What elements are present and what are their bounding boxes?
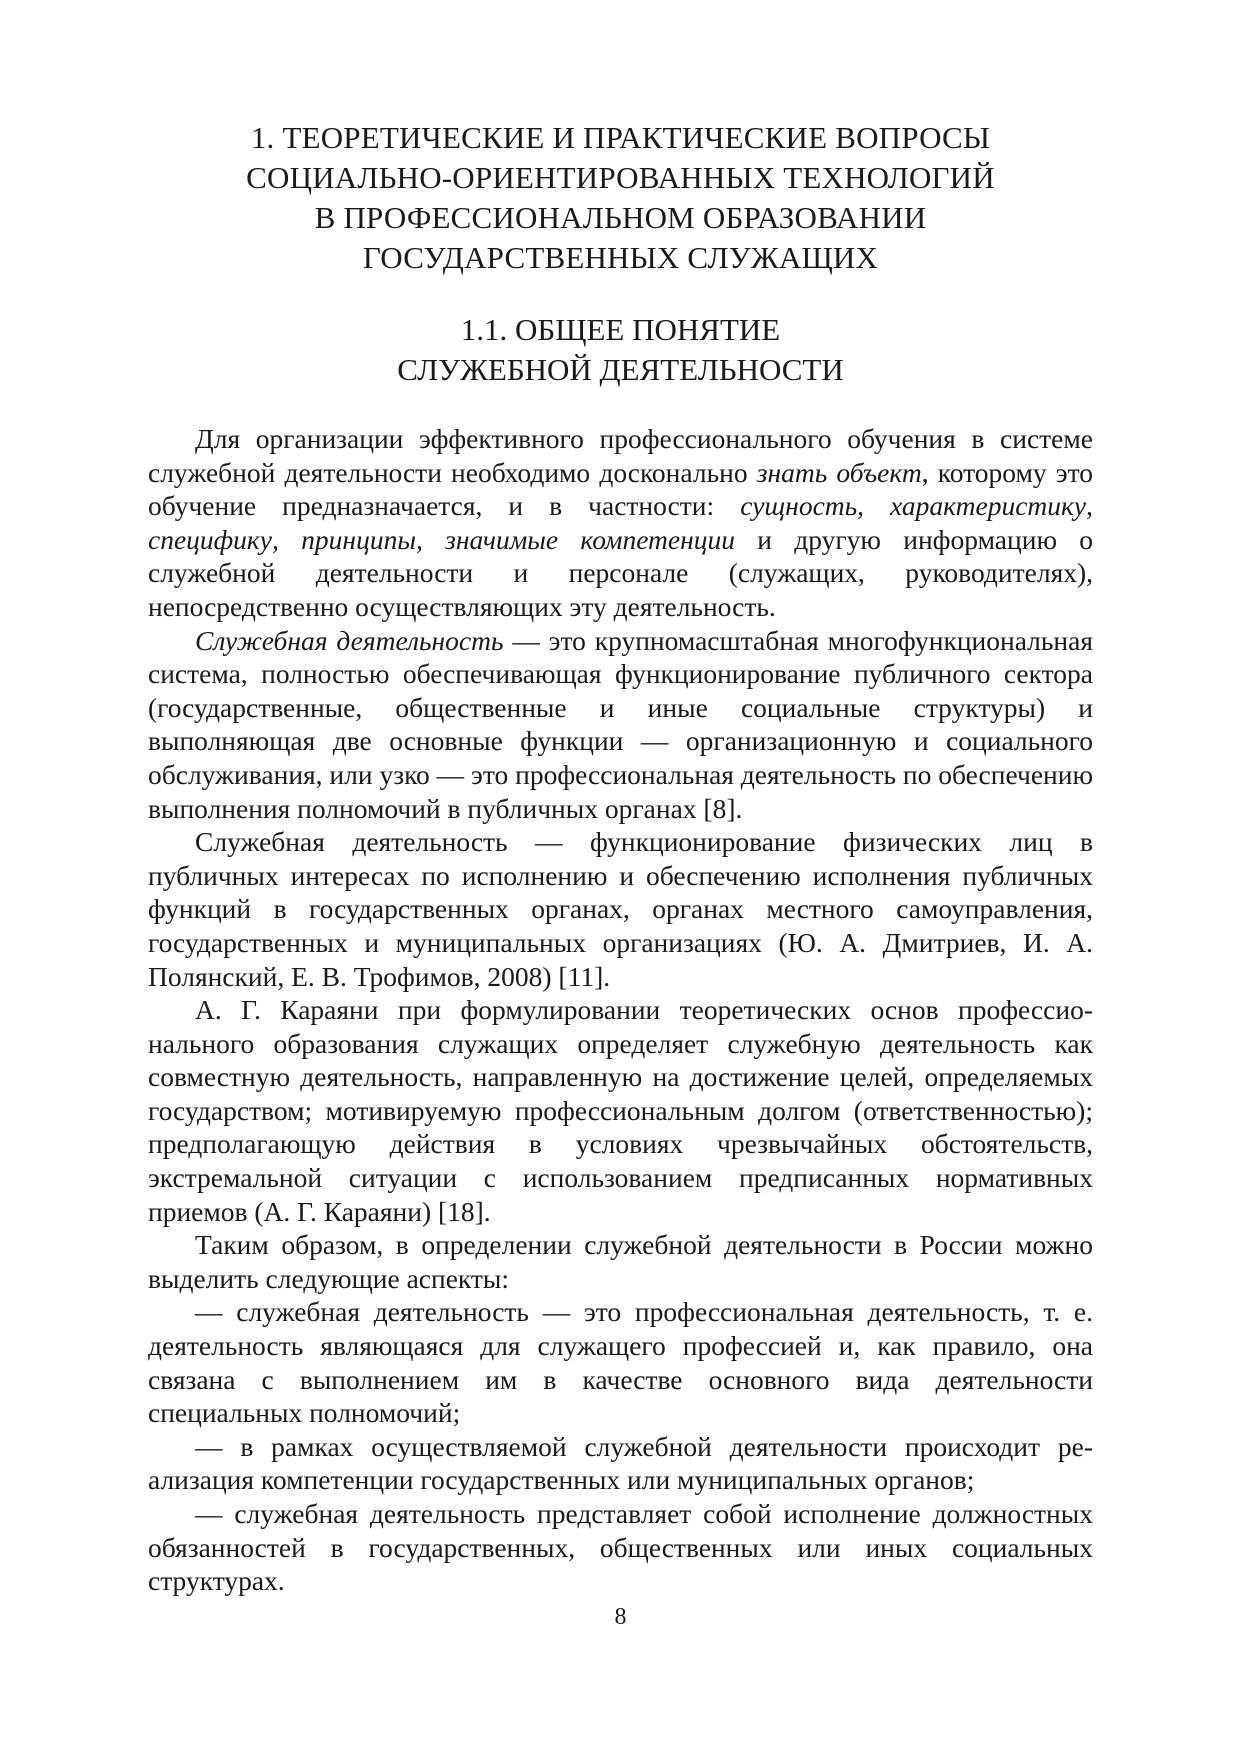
italic-term: Служебная деятельность (195, 624, 504, 656)
chapter-title-line: 1. ТЕОРЕТИЧЕСКИЕ И ПРАКТИЧЕСКИЕ ВОПРОСЫ (250, 120, 991, 155)
list-item-3: — служебная деятельность представляет собой исполнение должностных обязанностей в государственных, общественных или иных социальных структурах. (148, 1498, 1093, 1597)
paragraph-text: , (272, 523, 302, 555)
paragraph-2 (148, 624, 1093, 826)
paragraph-3: Служебная деятельность — функционирование физических лиц в публичных интересах по исполнению и обеспечению исполнения публичных функций в государственных органах, органах местного самоуправления, государственных и муниципальных организациях (Ю. А. Дмитриев, И. А. Полянский, Е. В. Трофимов, 2008) [11]. (148, 826, 1093, 992)
paragraph-text: , которому это обучение предназначается, и в частности: (148, 456, 1093, 522)
italic-term: знать объект (756, 456, 922, 488)
paragraph-4: А. Г. Караяни при формулировании теоретических основ профессионального образования служащих определяет служебную деятельность как совместную деятельность, направленную на достижение целей, определяемых государством; мотивируемую профессиональным долгом (ответственностью); предполагающую действия в условиях чрезвычайных обстоятельств, экстремальной ситуации с использованием предписанных нормативных приемов (А. Г. Караяни) [18]. (148, 994, 1093, 1227)
chapter-title-line: ГОСУДАРСТВЕННЫХ СЛУЖАЩИХ (362, 240, 879, 275)
section-title-line: СЛУЖЕБНОЙ ДЕЯТЕЛЬНОСТИ (397, 352, 844, 387)
chapter-title-line: СОЦИАЛЬНО-ОРИЕНТИРОВАННЫХ ТЕХНОЛОГИЙ (246, 160, 995, 195)
paragraph-text: Для организации эффективного профессионального обучения в системе служебной деятельности необходимо досконально (148, 423, 1093, 488)
paragraph-text: — это крупномасштабная многофункциональная система, полностью обеспечивающая функционирование публичного сектора (государственные, общественные и иные социальные структуры) и выполняющая две основные функции — организационную и социального обслуживания, или узко — это профессиональная деятельность по обеспечению выполнения полномочий в публичных органах [8]. (148, 624, 1094, 824)
italic-term: сущность, характеристику (740, 490, 1087, 522)
chapter-title-line: В ПРОФЕССИОНАЛЬНОМ ОБРАЗОВАНИИ (314, 200, 927, 235)
page-content (148, 118, 1093, 1598)
paragraph-text: , (1086, 490, 1093, 522)
chapter-title (148, 118, 1093, 278)
body-text (148, 422, 1093, 1598)
list-item-2: — в рамках осуществляемой служебной деятельности происходит реализация компетенции государственных или муниципальных органов; (148, 1430, 1093, 1496)
italic-term: специфику (148, 523, 273, 555)
paragraph-1 (148, 422, 1093, 624)
italic-term: принципы (301, 523, 416, 555)
paragraph-5: Таким образом, в определении служебной деятельности в России можно выделить следующие аспекты: (148, 1229, 1093, 1294)
page-number: 8 (614, 1604, 627, 1630)
section-title-line: 1.1. ОБЩЕЕ ПОНЯТИЕ (460, 312, 781, 347)
paragraph-text: и другую информацию о служебной деятельности и персонале (служащих, руководителях), непосредственно осуществляющих эту деятельность. (148, 523, 1094, 622)
list-item-1: — служебная деятельность — это профессиональная деятельность, т. е. деятельность являющаяся для служащего профессией и, как правило, она связана с выполнением им в качестве основного вида деятельности специальных полномочий; (148, 1296, 1093, 1429)
section-title (148, 310, 1093, 390)
italic-term: значимые компетенции (445, 523, 736, 555)
paragraph-text: , (415, 523, 446, 555)
